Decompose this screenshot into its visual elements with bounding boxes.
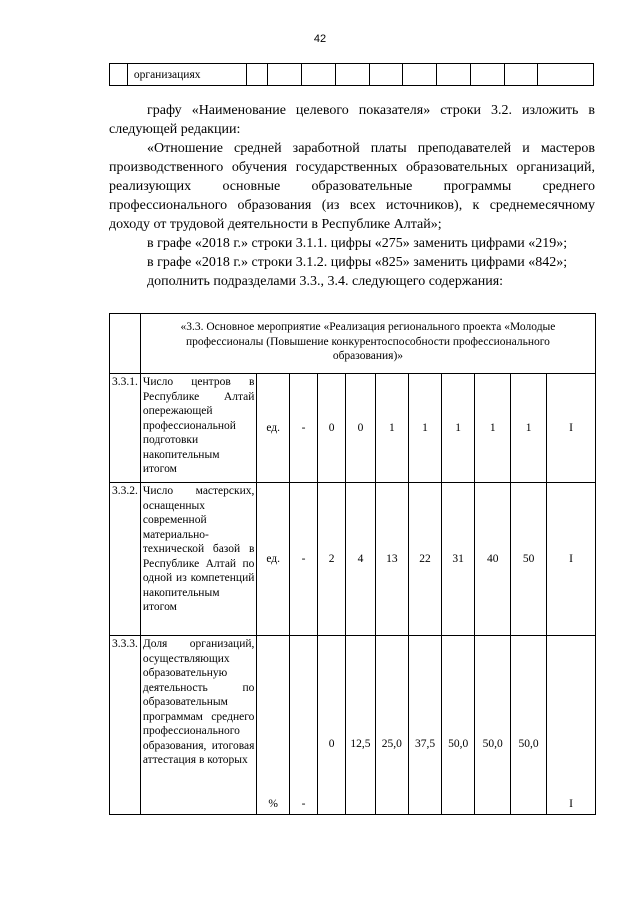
value-cell: 2: [318, 483, 346, 636]
table-cell: [504, 64, 538, 86]
paragraph-indicator-text: «Отношение средней заработной платы преподавателей и мастеров производственного обучения государственных образовательных организаций, реализующих основные образовательные программы среднего профессионального образования (из всех источников), к среднемесячному доходу от трудовой деятельности в Республике Алтай»;: [109, 141, 595, 232]
table-cell: [369, 64, 403, 86]
table-cell: [335, 64, 369, 86]
table-cell: [110, 64, 128, 86]
table-row: [110, 636, 596, 815]
paragraph-replace-3-1-1: в графе «2018 г.» строки 3.1.1. цифры «275» заменить цифрами «219»;: [147, 236, 568, 251]
table-cell: [302, 64, 336, 86]
value-cell: 1: [442, 374, 475, 483]
table-cell: [437, 64, 471, 86]
indicator-name: Число мастерских, оснащенных современной материально-технической базой в Республике Алтай по одной из компетенций накопительным итогом: [140, 483, 257, 636]
unit-cell: ед.: [257, 374, 290, 483]
value-cell: 1: [375, 374, 408, 483]
indicator-name: Число центров в Республике Алтай опережающей профессиональной подготовки накопительным итогом: [140, 374, 257, 483]
unit-cell: ед.: [257, 483, 290, 636]
table-cell: [246, 64, 268, 86]
value-cell: 4: [346, 483, 376, 636]
value-cell: 40: [475, 483, 511, 636]
table-cell: [538, 64, 594, 86]
continuation-table: [109, 63, 594, 86]
value-cell: 50,0: [475, 636, 511, 815]
base-value: -: [289, 636, 317, 815]
table-row: [110, 483, 596, 636]
value-cell: 1: [511, 374, 547, 483]
document-body: [109, 101, 595, 291]
value-cell: 0: [318, 374, 346, 483]
indicators-table: [109, 313, 596, 815]
table-cell: [110, 314, 141, 374]
paragraph-column-rename: графу «Наименование целевого показателя» строки 3.2. изложить в следующей редакции:: [109, 103, 595, 137]
row-number: 3.3.3.: [110, 636, 141, 815]
table-cell: [403, 64, 437, 86]
base-value: -: [289, 374, 317, 483]
base-value: -: [289, 483, 317, 636]
roman-numeral-cell: I: [547, 483, 596, 636]
value-cell: 37,5: [408, 636, 441, 815]
value-cell: 12,5: [346, 636, 376, 815]
roman-numeral-cell: I: [547, 374, 596, 483]
value-cell: 22: [408, 483, 441, 636]
value-cell: 13: [375, 483, 408, 636]
value-cell: 31: [442, 483, 475, 636]
row-number: 3.3.1.: [110, 374, 141, 483]
row-number: 3.3.2.: [110, 483, 141, 636]
value-cell: 50,0: [511, 636, 547, 815]
roman-numeral-cell: I: [547, 636, 596, 815]
value-cell: 50,0: [442, 636, 475, 815]
value-cell: 0: [346, 374, 376, 483]
value-cell: 1: [475, 374, 511, 483]
value-cell: 0: [318, 636, 346, 815]
section-header: «3.3. Основное мероприятие «Реализация регионального проекта «Молодые профессионалы (Повышение конкурентоспособности профессионального образования)»: [140, 314, 595, 374]
paragraph-add-sections: дополнить подразделами 3.3., 3.4. следующего содержания:: [147, 274, 504, 289]
page-number: 42: [313, 33, 327, 45]
paragraph-replace-3-1-2: в графе «2018 г.» строки 3.1.2. цифры «825» заменить цифрами «842»;: [147, 255, 568, 270]
table-cell: [470, 64, 504, 86]
top-row-label: организациях: [127, 64, 246, 86]
table-cell: [268, 64, 302, 86]
section-header-row: [110, 314, 596, 374]
value-cell: 1: [408, 374, 441, 483]
unit-cell: %: [257, 636, 290, 815]
indicator-name: Доля организаций, осуществляющих образовательную деятельность по образовательным программам среднего профессионального образования, итоговая аттестация в которых: [140, 636, 257, 815]
value-cell: 25,0: [375, 636, 408, 815]
value-cell: 50: [511, 483, 547, 636]
table-row: [110, 374, 596, 483]
